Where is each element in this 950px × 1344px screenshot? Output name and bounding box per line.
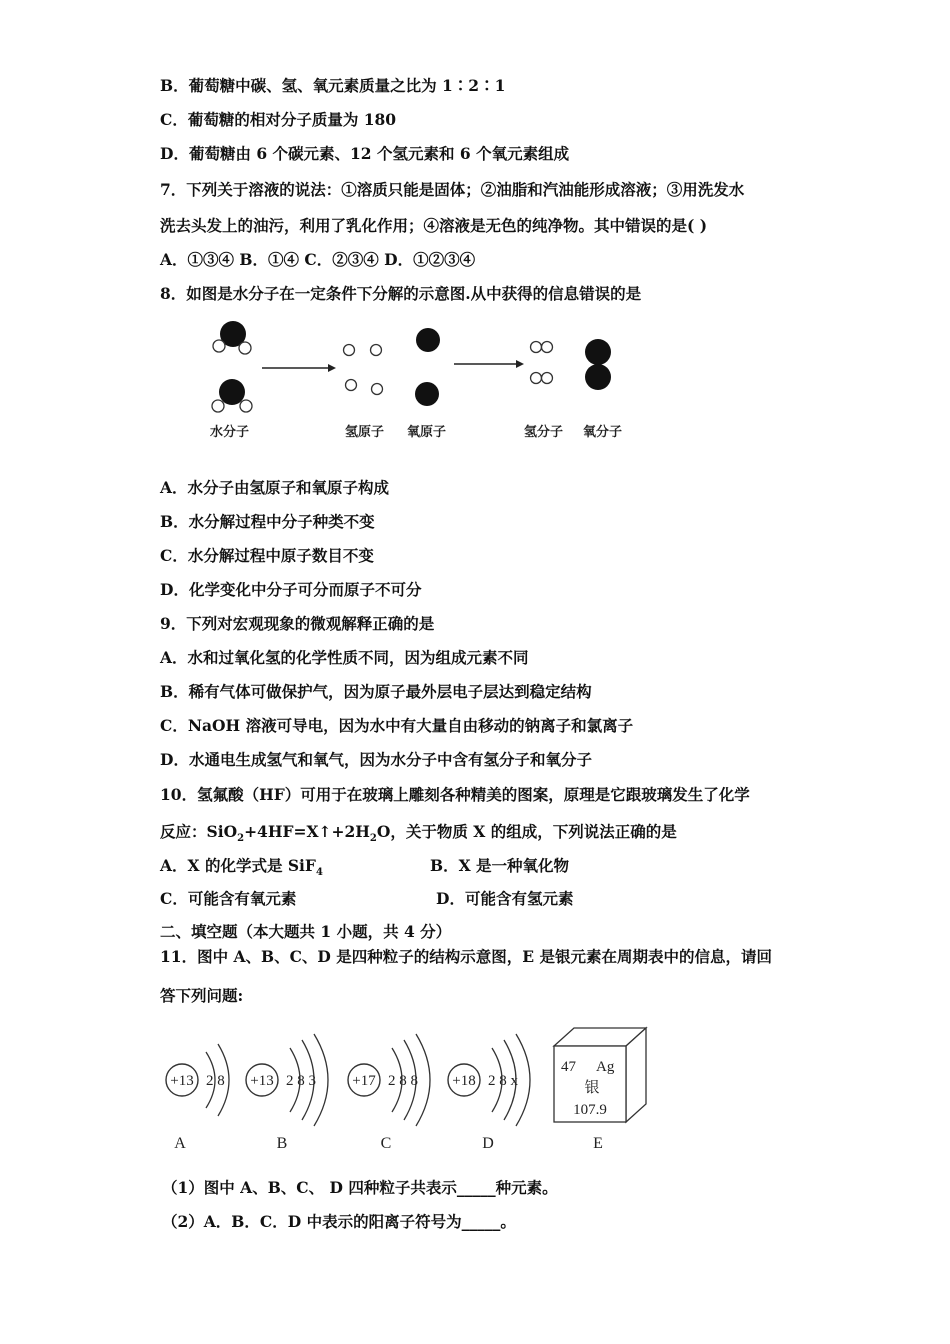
q8-option-b: B．水分解过程中分子种类不变 — [160, 512, 375, 531]
q9-option-c: C．NaOH 溶液可导电，因为水中有大量自由移动的钠离子和氯离子 — [160, 716, 634, 735]
nucleus-charge: +18 — [452, 1073, 476, 1089]
q8-option-c: C．水分解过程中原子数目不变 — [160, 546, 374, 565]
q7-stem-line2: 洗去头发上的油污，利用了乳化作用；④溶液是无色的纯净物。其中错误的是( ) — [160, 216, 708, 235]
particle-letter: E — [593, 1135, 603, 1152]
particle-c-diagram — [348, 1034, 430, 1152]
section-heading: 二、填空题（本大题共 1 小题，共 4 分） — [160, 922, 452, 941]
atomic-number: 47 — [561, 1059, 576, 1075]
water-molecule-icon — [213, 321, 251, 354]
q9-option-a: A．水和过氧化氢的化学性质不同，因为组成元素不同 — [160, 648, 529, 667]
label-hydrogen-molecule: 氢分子 — [524, 425, 564, 440]
particle-letter: C — [380, 1135, 392, 1152]
q10-option-d: D．可能含有氢元素 — [436, 889, 574, 908]
particle-d-diagram — [448, 1034, 530, 1152]
q10-option-c: C．可能含有氧元素 — [160, 889, 297, 908]
particle-a-diagram — [166, 1044, 229, 1152]
shell-electrons: 2 8 8 — [388, 1073, 418, 1089]
q6-option-d: D．葡萄糖由 6 个碳元素、12 个氢元素和 6 个氧元素组成 — [160, 144, 570, 163]
q10-stem-line2: 反应：$SiO_2+4HF=X↑+2H_2O$，关于物质 X 的组成，下列说法正确的是 — [160, 822, 677, 845]
q11-stem-line2: 答下列问题: — [160, 986, 244, 1005]
particle-letter: B — [276, 1135, 288, 1152]
hydrogen-molecule-icon — [531, 342, 553, 384]
q8-stem: 8．如图是水分子在一定条件下分解的示意图.从中获得的信息错误的是 — [160, 284, 642, 303]
particle-letter: D — [482, 1135, 494, 1152]
shell-electrons: 2 8 x — [488, 1073, 518, 1089]
q6-option-b: B．葡萄糖中碳、氢、氧元素质量之比为 1∶2∶1 — [160, 76, 506, 95]
nucleus-charge: +17 — [352, 1073, 376, 1089]
q10-stem-line1: 10．氢氟酸（HF）可用于在玻璃上雕刻各种精美的图案，原理是它跟玻璃发生了化学 — [160, 785, 750, 804]
water-decomposition-figure — [200, 312, 640, 452]
oxygen-molecule-icon — [585, 339, 611, 390]
nucleus-charge: +13 — [170, 1073, 194, 1089]
atomic-mass: 107.9 — [573, 1102, 607, 1118]
label-hydrogen-atom: 氢原子 — [345, 425, 385, 440]
silver-element-cell — [554, 1028, 646, 1152]
particle-b-diagram — [246, 1034, 328, 1152]
oxygen-atom-icon — [415, 328, 440, 406]
atom-structure-figure — [158, 1020, 658, 1160]
q8-option-d: D．化学变化中分子可分而原子不可分 — [160, 580, 422, 599]
hydrogen-atom-icon — [344, 345, 383, 395]
shell-electrons: 2 8 3 — [286, 1073, 316, 1089]
q7-stem-line1: 7．下列关于溶液的说法：①溶质只能是固体；②油脂和汽油能形成溶液；③用洗发水 — [160, 180, 745, 199]
particle-letter: A — [174, 1135, 186, 1152]
label-water-molecule: 水分子 — [210, 425, 250, 440]
q9-stem: 9．下列对宏观现象的微观解释正确的是 — [160, 614, 435, 633]
element-name: 银 — [584, 1080, 600, 1096]
element-symbol: Ag — [596, 1059, 615, 1075]
reaction-arrow-icon — [262, 364, 336, 372]
label-oxygen-atom: 氧原子 — [407, 425, 447, 440]
label-oxygen-molecule: 氧分子 — [583, 425, 623, 440]
shell-electrons: 2 8 — [206, 1073, 225, 1089]
q9-option-b: B．稀有气体可做保护气，因为原子最外层电子层达到稳定结构 — [160, 682, 592, 701]
q6-option-c: C．葡萄糖的相对分子质量为 180 — [160, 110, 397, 129]
q11-stem-line1: 11．图中 A、B、C、D 是四种粒子的结构示意图，E 是银元素在周期表中的信息，请回 — [160, 947, 772, 966]
q11-subquestion-1: （1）图中 A、B、C、 D 四种粒子共表示_____种元素。 — [162, 1178, 558, 1197]
q10-option-b: B．X 是一种氧化物 — [430, 856, 570, 875]
nucleus-charge: +13 — [250, 1073, 274, 1089]
water-molecule-icon — [212, 379, 252, 412]
q10-option-a: A．X 的化学式是 SiF$_4$ — [160, 856, 323, 879]
q7-options: A．①③④ B．①④ C．②③④ D．①②③④ — [160, 250, 476, 269]
q11-subquestion-2: （2）A．B．C．D 中表示的阳离子符号为_____。 — [162, 1212, 516, 1231]
reaction-arrow-icon — [454, 360, 524, 368]
q9-option-d: D．水通电生成氢气和氧气，因为水分子中含有氢分子和氧分子 — [160, 750, 592, 769]
q8-option-a: A．水分子由氢原子和氧原子构成 — [160, 478, 390, 497]
